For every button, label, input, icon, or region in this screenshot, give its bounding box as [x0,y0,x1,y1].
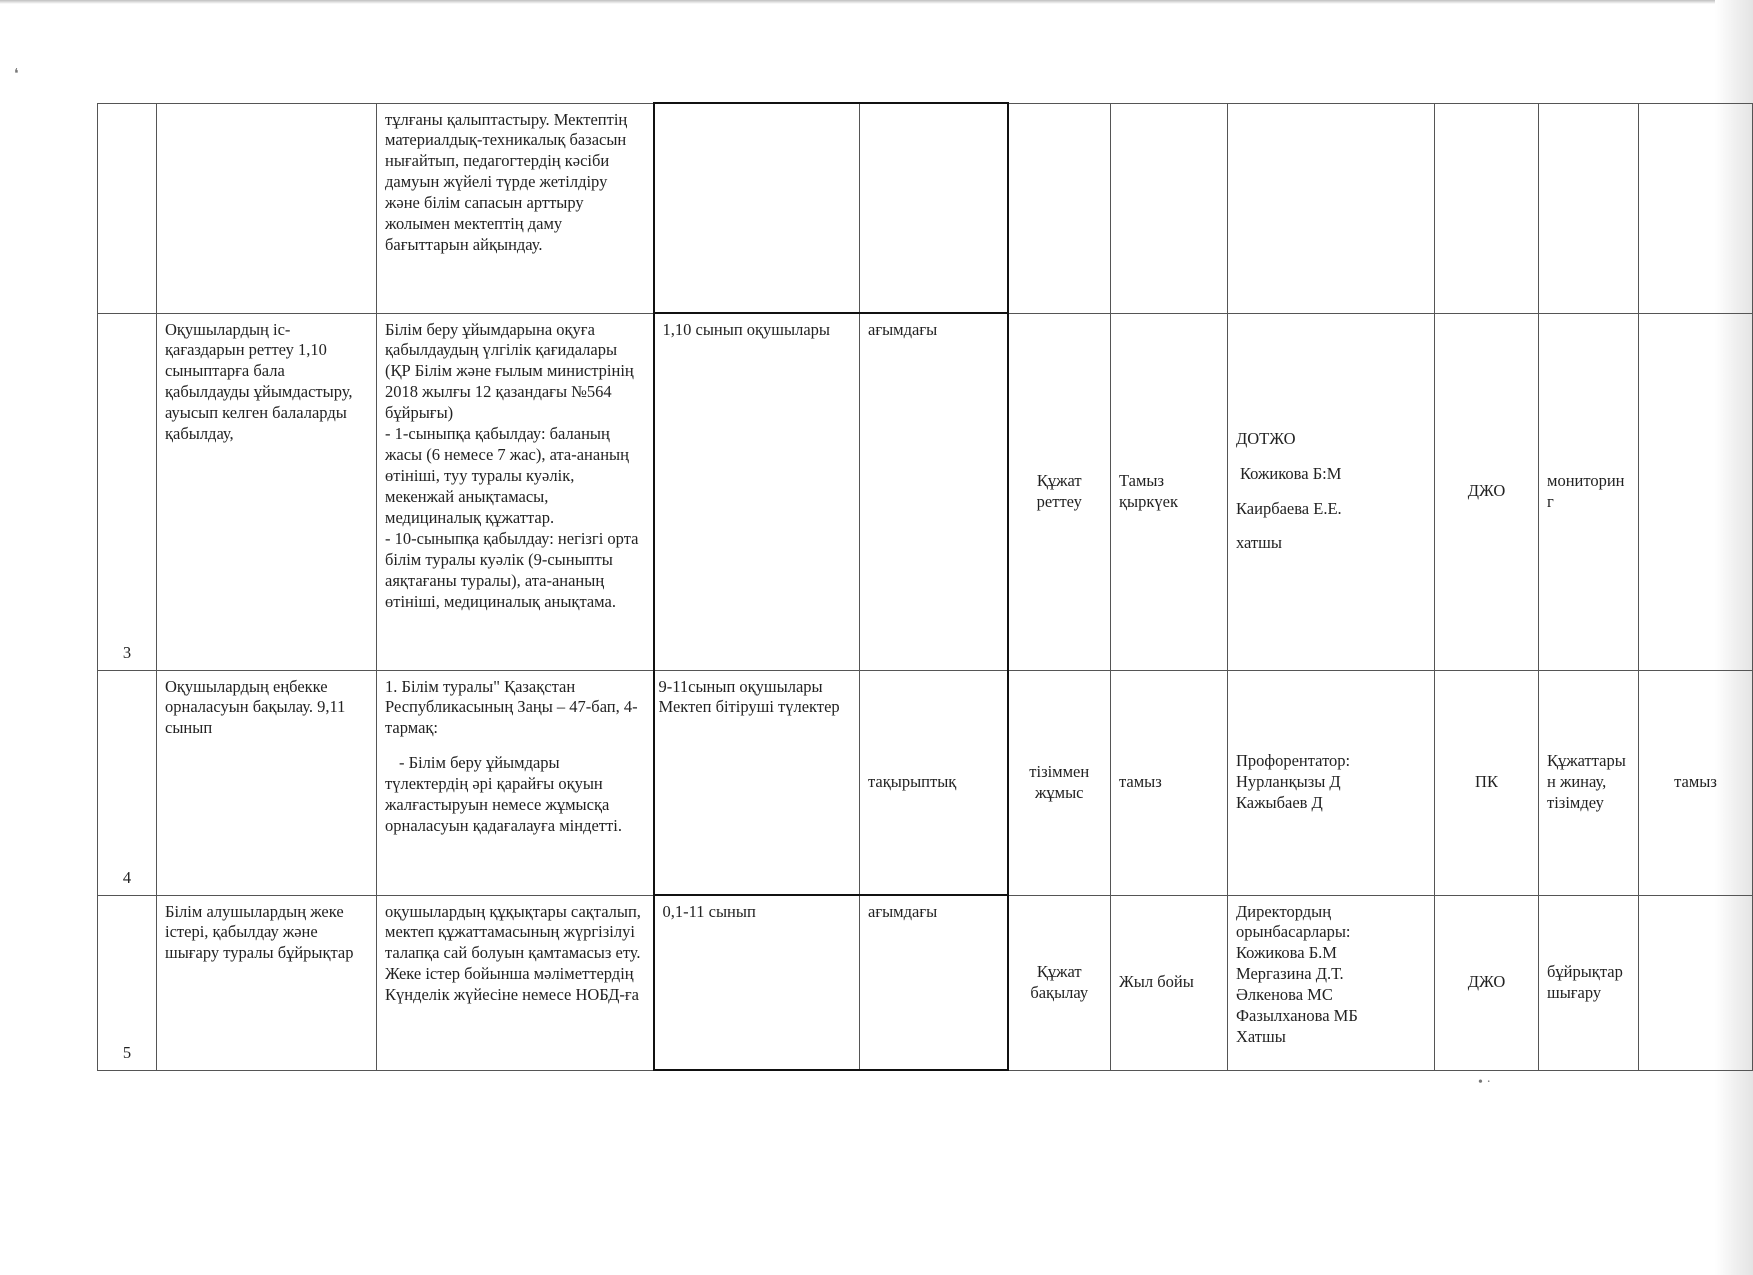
period-cell: тамыз [1111,670,1228,895]
responsible-line: Әлкенова МС [1236,985,1333,1005]
type-cell [860,103,1008,313]
event-cell: Білім алушылардың жеке істері, қабылдау және шығару туралы бұйрықтар [157,895,377,1070]
type-cell: ағымдағы [860,313,1008,670]
responsible-cell [1228,103,1435,313]
review-cell: ДЖО [1435,313,1539,670]
type-cell: тақырыптық [860,670,1008,895]
responsible-line: ДОТЖО [1236,428,1296,448]
responsible-line: Кожикова Б.М [1236,943,1337,963]
type-cell: ағымдағы [860,895,1008,1070]
review-cell: ПК [1435,670,1539,895]
scan-top-shadow [0,0,1753,4]
row-number: 4 [98,670,157,895]
table-row [98,313,1753,670]
event-cell [157,103,377,313]
responsible-line: Мергазина Д.Т. [1236,964,1344,984]
responsible-line: Фазылханова МБ [1236,1006,1358,1026]
row-number: 5 [98,895,157,1070]
responsible-line: Кожикова Б:М [1240,463,1342,483]
responsible-line: Кажыбаев Д [1236,792,1323,812]
responsible-line: Профорентатор: [1236,751,1351,771]
row-number [98,103,157,313]
responsible-cell [1228,670,1435,895]
scan-speck: • · [1478,1075,1492,1090]
review-cell [1435,103,1539,313]
control-plan-table [97,102,1753,1071]
scan-speck: ❛ [14,67,19,82]
deadline-cell [1639,313,1753,670]
content-cell [377,670,654,895]
event-cell: Оқушылардың іс-қағаздарын реттеу 1,10 сыныптарға бала қабылдауды ұйымдастыру, ауысып келген балаларды қабылдау, [157,313,377,670]
table-row [98,895,1753,1070]
form-cell: Құжат реттеу [1008,313,1111,670]
content-cell: оқушылардың құқықтары сақталып, мектеп құжаттамасының жүргізілуі талапқа сай болуын қамтамасыз ету. Жеке істер бойынша мәліметтердің Күнделік жүйесіне немесе НОБД-ға [377,895,654,1070]
review-cell: ДЖО [1435,895,1539,1070]
content-cell: тұлғаны қалыптастыру. Мектептің материалдық-техникалық базасын нығайтып, педагогтердің кәсіби дамуын жүйелі түрде жетілдіру және білім сапасын арттыру жолымен мектептің даму бағыттарын айқындау. [377,103,654,313]
period-cell: Жыл бойы [1111,895,1228,1070]
period-cell [1111,103,1228,313]
responsible-line: Хатшы [1236,1027,1286,1047]
form-cell: тізіммен жұмыс [1008,670,1111,895]
content-cell: Білім беру ұйымдарына оқуға қабылдаудың үлгілік қағидалары (ҚР Білім және ғылым министрінің 2018 жылғы 12 қазандағы №564 бұйрығы) - 1-сыныпқа қабылдау: баланың жасы (6 немесе 7 жас), ата-ананың өтініші, туу туралы куәлік, мекенжай анықтамасы, медициналық құжаттар. - 10-сыныпқа қабылдау: негізгі орта білім туралы куәлік (9-сыныпты аяқтағаны туралы), ата-ананың өтініші, медициналық анықтама. [377,313,654,670]
result-cell: Құжаттарын жинау, тізімдеу [1539,670,1639,895]
event-cell: Оқушылардың еңбекке орналасуын бақылау. 9,11 сынып [157,670,377,895]
responsible-line: Директордың орынбасарлары: [1236,901,1351,942]
deadline-cell [1639,895,1753,1070]
row-number: 3 [98,313,157,670]
responsible-cell [1228,895,1435,1070]
result-cell: бұйрықтаршығару [1539,895,1639,1070]
table-row [98,103,1753,313]
responsible-line: Каирбаева Е.Е. [1236,498,1342,518]
responsible-cell [1228,313,1435,670]
object-cell [654,103,860,313]
form-cell: Құжат бақылау [1008,895,1111,1070]
form-cell [1008,103,1111,313]
responsible-line: Нурланқызы Д [1236,772,1341,792]
result-cell [1539,103,1639,313]
content-paragraph: - Білім беру ұйымдары түлектердің әрі қарайғы оқуын жалғастыруын немесе жұмысқа орналасуын қадағалауға міндетті. [385,753,622,836]
object-line: 9-11сынып оқушылары [658,676,823,696]
object-cell [654,670,860,895]
content-paragraph: 1. Білім туралы" Қазақстан Республикасының Заңы – 47-бап, 4-тармақ: [385,676,638,738]
period-cell: Тамыз қыркүек [1111,313,1228,670]
responsible-line: хатшы [1236,533,1282,553]
object-cell: 1,10 сынып оқушылары [654,313,860,670]
result-cell: мониторинг [1539,313,1639,670]
object-cell: 0,1-11 сынып [654,895,860,1070]
table-row [98,670,1753,895]
deadline-cell: тамыз [1639,670,1753,895]
deadline-cell [1639,103,1753,313]
object-line: Мектеп бітіруші түлектер [658,697,840,717]
